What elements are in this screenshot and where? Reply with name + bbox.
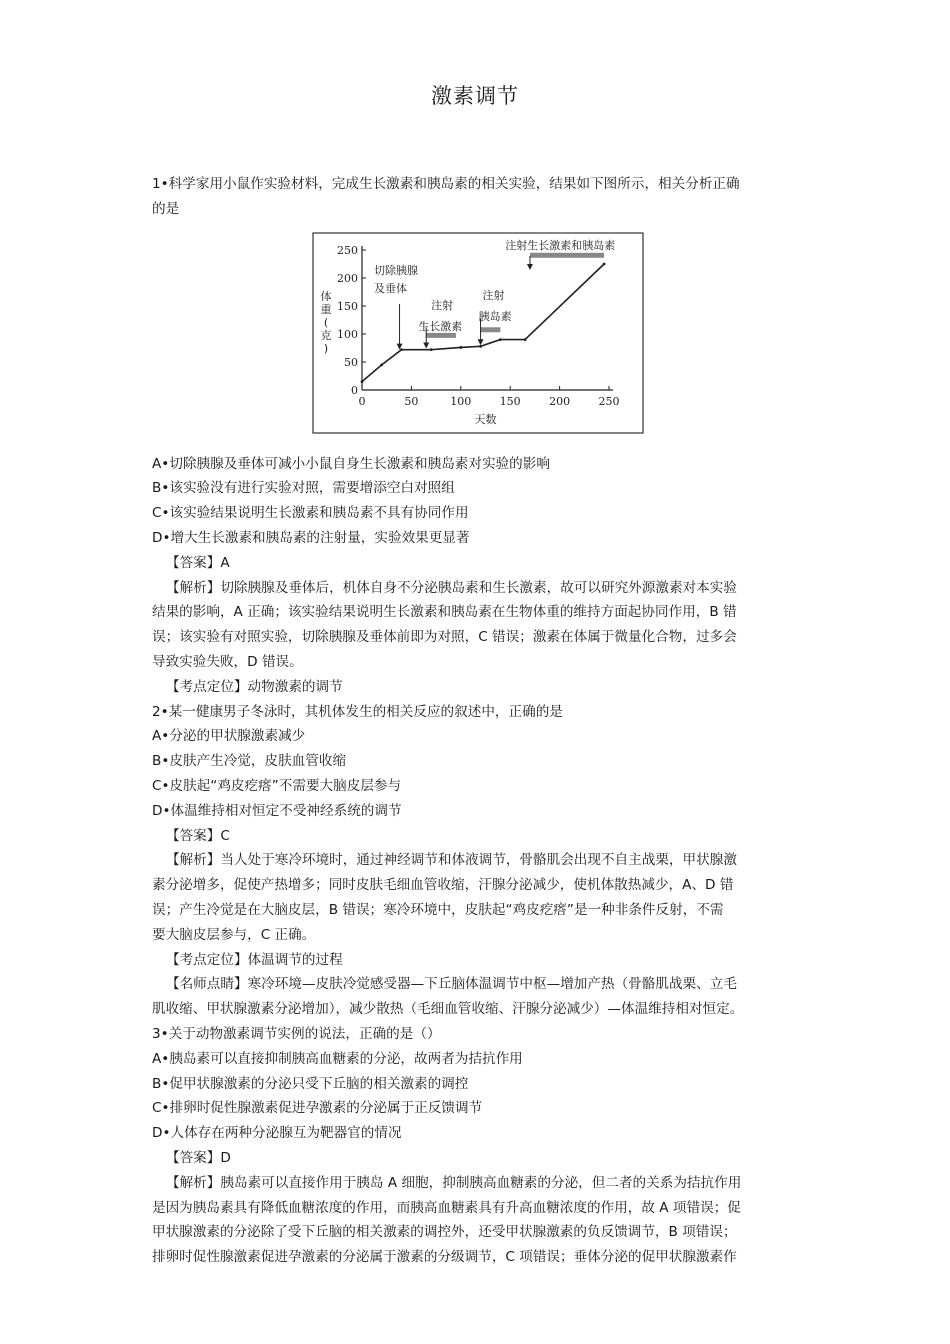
x-tick-label: 50 xyxy=(404,394,419,408)
q3-analysis-line4: 排卵时促性腺激素促进孕激素的分泌属于激素的分级调节，C 项错误；垂体分泌的促甲状腺激素作 xyxy=(152,1249,737,1266)
weight-chart xyxy=(312,232,644,434)
q2-option-d: D•体温维持相对恒定不受神经系统的调节 xyxy=(152,802,402,819)
weight-chart-figure xyxy=(152,232,802,444)
q2-dianjing-line2: 肌收缩、甲状腺激素分泌增加），减少散热（毛细血管收缩、汗腺分泌减少）—体温维持相对恒定。 xyxy=(152,1001,744,1018)
weight-data-point xyxy=(603,262,606,265)
weight-data-point xyxy=(400,348,403,351)
injection-period-bar xyxy=(530,252,604,257)
y-tick-label: 250 xyxy=(337,243,358,257)
y-axis-label-char: 体 xyxy=(320,289,332,303)
annotation-gh-line2: 生长激素 xyxy=(418,319,463,333)
y-axis-label-char: ( xyxy=(323,315,329,329)
q1-option-b: B•该实验没有进行实验对照，需要增添空白对照组 xyxy=(152,480,455,497)
q1-option-c: C•该实验结果说明生长激素和胰岛素不具有协同作用 xyxy=(152,505,469,522)
q3-answer: 【答案】D xyxy=(166,1149,231,1166)
x-axis-label: 天数 xyxy=(474,412,497,426)
weight-data-point xyxy=(499,338,502,341)
weight-data-point xyxy=(524,338,527,341)
q1-kaodian: 【考点定位】动物激素的调节 xyxy=(166,678,343,695)
weight-data-point xyxy=(479,345,482,348)
document-title: 激素调节 xyxy=(431,84,519,108)
annotation-ins-line1: 注射 xyxy=(482,288,505,302)
annotation-cut-line2: 及垂体 xyxy=(374,281,407,295)
y-tick-label: 100 xyxy=(337,327,358,341)
q2-analysis-line2: 素分泌增多，促使产热增多；同时皮肤毛细血管收缩，汗腺分泌减少，使机体散热减少，A、D 错 xyxy=(152,877,734,894)
y-axis-label-char: ) xyxy=(323,341,329,355)
q3-analysis-line1: 【解析】胰岛素可以直接作用于胰岛 A 细胞，抑制胰高血糖素的分泌，但二者的关系为拮抗作用 xyxy=(166,1174,742,1191)
weight-data-point xyxy=(430,348,433,351)
q3-stem: 3•关于动物激素调节实例的说法，正确的是（） xyxy=(152,1025,441,1042)
injection-period-bar xyxy=(481,327,501,332)
q1-stem-line1: 1•科学家用小鼠作实验材料，完成生长激素和胰岛素的相关实验，结果如下图所示，相关分析正确 xyxy=(152,176,740,192)
q2-analysis-line4: 要大脑皮层参与，C 正确。 xyxy=(152,926,316,943)
document-body xyxy=(152,172,802,1270)
x-tick-label: 0 xyxy=(358,394,366,408)
q1-stem-line2: 的是 xyxy=(152,200,180,217)
y-tick-label: 50 xyxy=(344,355,358,369)
q3-option-c: C•排卵时促性腺激素促进孕激素的分泌属于正反馈调节 xyxy=(152,1100,483,1117)
q2-kaodian: 【考点定位】体温调节的过程 xyxy=(166,951,343,968)
q1-analysis-line2: 结果的影响，A 正确；该实验结果说明生长激素和胰岛素在生物体重的维持方面起协同作用，B 错 xyxy=(152,604,737,621)
weight-data-point xyxy=(459,346,462,349)
x-tick-label: 150 xyxy=(499,394,521,408)
annotation-cut-line1: 切除胰腺 xyxy=(374,263,418,277)
q1-option-a: A•切除胰腺及垂体可减小小鼠自身生长激素和胰岛素对实验的影响 xyxy=(152,455,550,472)
q3-option-b: B•促甲状腺激素的分泌只受下丘脑的相关激素的调控 xyxy=(152,1075,469,1092)
weight-data-point xyxy=(361,380,364,383)
q2-stem: 2•某一健康男子冬泳时，其机体发生的相关反应的叙述中，正确的是 xyxy=(152,703,563,720)
q3-option-d: D•人体存在两种分泌腺互为靶器官的情况 xyxy=(152,1125,402,1142)
injection-period-bar xyxy=(426,332,456,337)
q2-option-c: C•皮肤起“鸡皮疙瘩”不需要大脑皮层参与 xyxy=(152,777,402,794)
x-tick-label: 200 xyxy=(549,394,571,408)
q2-dianjing-line1: 【名师点睛】寒冷环境—皮肤冷觉感受器—下丘脑体温调节中枢—增加产热（骨骼肌战栗、立毛 xyxy=(166,976,737,993)
q1-analysis-line4: 导致实验失败，D 错误。 xyxy=(152,653,303,670)
y-tick-label: 150 xyxy=(337,299,358,313)
q1-option-d: D•增大生长激素和胰岛素的注射量，实验效果更显著 xyxy=(152,529,470,546)
q2-analysis-line3: 误；产生冷觉是在大脑皮层，B 错误；寒冷环境中，皮肤起“鸡皮疙瘩”是一种非条件反射，不需 xyxy=(152,901,724,918)
q3-analysis-line3: 甲状腺激素的分泌除了受下丘脑的相关激素的调控外，还受甲状腺激素的负反馈调节，B 项错误； xyxy=(152,1224,737,1241)
q2-answer: 【答案】C xyxy=(166,827,230,844)
q2-option-b: B•皮肤产生冷觉，皮肤血管收缩 xyxy=(152,753,347,770)
x-tick-label: 250 xyxy=(598,394,620,408)
q1-analysis-line3: 误；该实验有对照实验，切除胰腺及垂体前即为对照，C 错误；激素在体属于微量化合物，过多会 xyxy=(152,629,737,646)
y-axis-label-char: 克 xyxy=(320,328,332,342)
annotation-both: 注射生长激素和胰岛素 xyxy=(505,238,616,252)
y-axis-label-char: 重 xyxy=(320,302,332,316)
annotation-gh-line1: 注射 xyxy=(431,298,454,312)
weight-data-point xyxy=(380,363,383,366)
q1-answer: 【答案】A xyxy=(166,554,230,571)
q3-option-a: A•胰岛素可以直接抑制胰高血糖素的分泌，故两者为拮抗作用 xyxy=(152,1050,523,1067)
annotation-ins-line2: 胰岛素 xyxy=(478,309,512,323)
q2-option-a: A•分泌的甲状腺激素减少 xyxy=(152,728,306,745)
y-tick-label: 0 xyxy=(351,383,358,397)
y-tick-label: 200 xyxy=(337,271,358,285)
q3-analysis-line2: 是因为胰岛素具有降低血糖浓度的作用，而胰高血糖素具有升高血糖浓度的作用，故 A 项错误；促 xyxy=(152,1199,741,1216)
x-tick-label: 100 xyxy=(450,394,472,408)
q2-analysis-line1: 【解析】当人处于寒冷环境时，通过神经调节和体液调节，骨骼肌会出现不自主战栗，甲状腺激 xyxy=(166,852,737,869)
q1-analysis-line1: 【解析】切除胰腺及垂体后，机体自身不分泌胰岛素和生长激素，故可以研究外源激素对本实验 xyxy=(166,579,737,596)
